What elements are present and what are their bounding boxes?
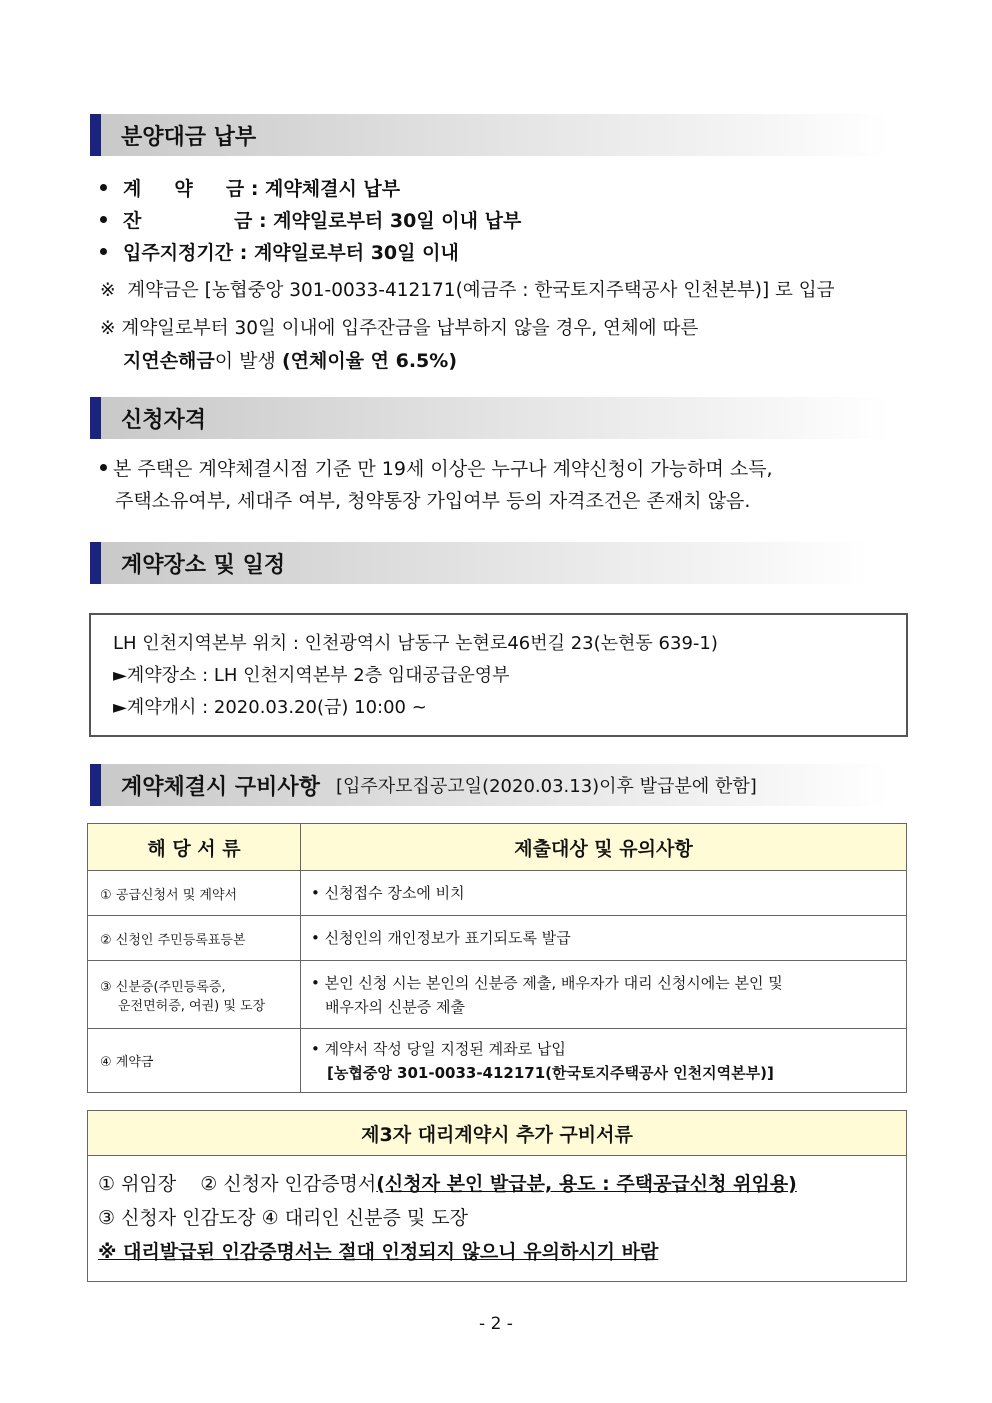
- list-item: 계 약 금 : 계약체결시 납부: [100, 174, 400, 201]
- bullet-icon: [100, 464, 107, 471]
- section-subtitle: [입주자모집공고일(2020.03.13)이후 발급분에 한함]: [335, 776, 757, 797]
- bullet-icon: [100, 184, 107, 191]
- note-cell: • 신청인의 개인정보가 표기되도록 발급: [301, 916, 907, 961]
- contract-place: ►계약장소 : LH 인천지역본부 2층 임대공급운영부: [113, 665, 510, 686]
- note-cell: • 계약서 작성 당일 지정된 계좌로 납입 [농협중앙 301-0033-412171(한국토지주택공사 인천지역본부)]: [301, 1029, 907, 1093]
- eligibility-text: 본 주택은 계약체결시점 기준 만 19세 이상은 누구나 계약신청이 가능하며 소득,: [100, 454, 773, 481]
- proxy-warning: ※ 대리발급된 인감증명서는 절대 인정되지 않으니 유의하시기 바람: [98, 1241, 659, 1263]
- doc-cell: ③ 신분증(주민등록증, 운전면허증, 여권) 및 도장: [88, 961, 301, 1029]
- section-title: 계약체결시 구비사항: [121, 774, 320, 800]
- section-header-eligibility: [90, 397, 890, 439]
- section-title: 계약장소 및 일정: [121, 552, 286, 578]
- doc-cell: ④ 계약금: [88, 1029, 301, 1093]
- proxy-documents-box: [87, 1110, 907, 1282]
- bullet-icon: [100, 216, 107, 223]
- section-header-payment: [90, 114, 890, 156]
- table-row: [88, 916, 907, 961]
- eligibility-text-2: 주택소유여부, 세대주 여부, 청약통장 가입여부 등의 자격조건은 존재치 않음.: [115, 490, 751, 512]
- note-cell: • 본인 신청 시는 본인의 신분증 제출, 배우자가 대리 신청시에는 본인 및 배우자의 신분증 제출: [301, 961, 907, 1029]
- column-header: 제출대상 및 유의사항: [301, 824, 907, 871]
- proxy-line-1: ① 위임장 ② 신청자 인감증명서(신청자 본인 발급분, 용도 : 주택공급신청 위임용): [98, 1173, 797, 1195]
- location-box: [89, 613, 908, 737]
- table-header-row: [88, 824, 907, 871]
- section-title: 신청자격: [121, 407, 207, 433]
- note-late-fee-2: 지연손해금이 발생 (연체이율 연 6.5%): [123, 350, 457, 372]
- table-row: [88, 871, 907, 916]
- section-title: 분양대금 납부: [121, 124, 257, 150]
- doc-cell: ① 공급신청서 및 계약서: [88, 871, 301, 916]
- proxy-line-2: ③ 신청자 인감도장 ④ 대리인 신분증 및 도장: [98, 1207, 469, 1229]
- doc-cell: ② 신청인 주민등록표등본: [88, 916, 301, 961]
- section-header-requirements: [90, 764, 890, 806]
- table-row: [88, 961, 907, 1029]
- list-item: 입주지정기간 : 계약일로부터 30일 이내: [100, 238, 459, 265]
- table-row: [88, 1029, 907, 1093]
- proxy-box-title: 제3자 대리계약시 추가 구비서류: [88, 1111, 906, 1156]
- note-account: ※ 계약금은 [농협중앙 301-0033-412171(예금주 : 한국토지주택공사 인천본부)] 로 입금: [100, 280, 835, 301]
- column-header: 해 당 서 류: [88, 824, 301, 871]
- location-address: LH 인천지역본부 위치 : 인천광역시 남동구 논현로46번길 23(논현동 639-1): [113, 633, 718, 654]
- section-header-schedule: [90, 542, 870, 584]
- note-late-fee: ※ 계약일로부터 30일 이내에 입주잔금을 납부하지 않을 경우, 연체에 따른: [100, 318, 699, 339]
- list-item: 잔 금 : 계약일로부터 30일 이내 납부: [100, 206, 521, 233]
- contract-start: ►계약개시 : 2020.03.20(금) 10:00 ~: [113, 697, 427, 718]
- requirements-table: [87, 823, 907, 1093]
- bullet-icon: [100, 248, 107, 255]
- note-cell: • 신청접수 장소에 비치: [301, 871, 907, 916]
- page-number: - 2 -: [479, 1314, 513, 1334]
